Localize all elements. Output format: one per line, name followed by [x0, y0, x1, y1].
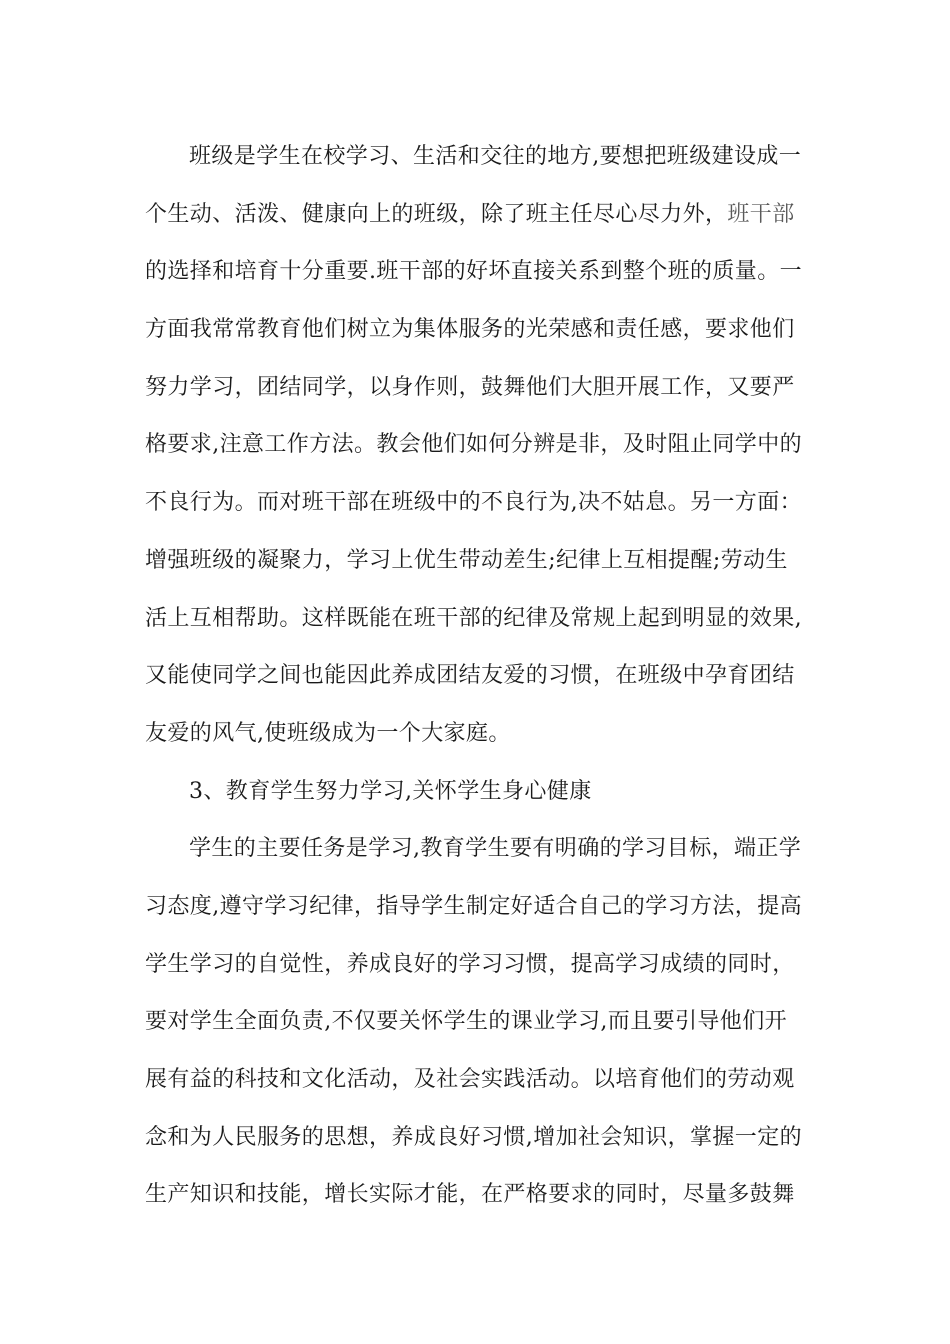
paragraph-line: 学生学习的自觉性，养成良好的学习习惯，提高学习成绩的同时，	[145, 951, 795, 977]
paragraph-line: 生产知识和技能，增长实际才能，在严格要求的同时，尽量多鼓舞	[145, 1182, 795, 1208]
paragraph-line: 友爱的风气,使班级成为一个大家庭。	[145, 720, 511, 746]
paragraph-line: 展有益的科技和文化活动，及社会实践活动。以培育他们的劳动观	[145, 1067, 795, 1092]
paragraph-line-gray-text: 班干部	[727, 201, 795, 227]
paragraph-line-text: 个生动、活泼、健康向上的班级，除了班主任尽心尽力外，	[145, 201, 728, 227]
section-heading: 3、教育学生努力学习,关怀学生身心健康	[189, 778, 592, 804]
paragraph-line: 习态度,遵守学习纪律，指导学生制定好适合自己的学习方法，提高	[145, 893, 802, 919]
paragraph-line: 方面我常常教育他们树立为集体服务的光荣感和责任感，要求他们	[145, 317, 795, 343]
paragraph-line: 班级是学生在校学习、生活和交往的地方,要想把班级建设成一	[189, 144, 802, 169]
paragraph-line	[145, 186, 810, 244]
paragraph-line: 又能使同学之间也能因此养成团结友爱的习惯，在班级中孕育团结	[145, 663, 795, 689]
paragraph-line: 学生的主要任务是学习,教育学生要有明确的学习目标，端正学	[189, 836, 802, 862]
paragraph-line: 的选择和培育十分重要.班干部的好坏直接关系到整个班的质量。一	[145, 259, 802, 285]
paragraph-line: 增强班级的凝聚力，学习上优生带动差生;纪律上互相提醒;劳动生	[145, 547, 788, 573]
paragraph-line: 活上互相帮助。这样既能在班干部的纪律及常规上起到明显的效果,	[145, 605, 802, 631]
document-body	[145, 128, 810, 1224]
paragraph-line: 不良行为。而对班干部在班级中的不良行为,决不姑息。另一方面：	[145, 490, 802, 516]
paragraph-line: 努力学习，团结同学，以身作则，鼓舞他们大胆开展工作，又要严	[145, 374, 795, 400]
paragraph-line: 格要求,注意工作方法。教会他们如何分辨是非，及时阻止同学中的	[145, 432, 802, 458]
paragraph-line: 念和为人民服务的思想，养成良好习惯,增加社会知识，掌握一定的	[145, 1124, 802, 1150]
paragraph-line: 要对学生全面负责,不仅要关怀学生的课业学习,而且要引导他们开	[145, 1009, 787, 1035]
